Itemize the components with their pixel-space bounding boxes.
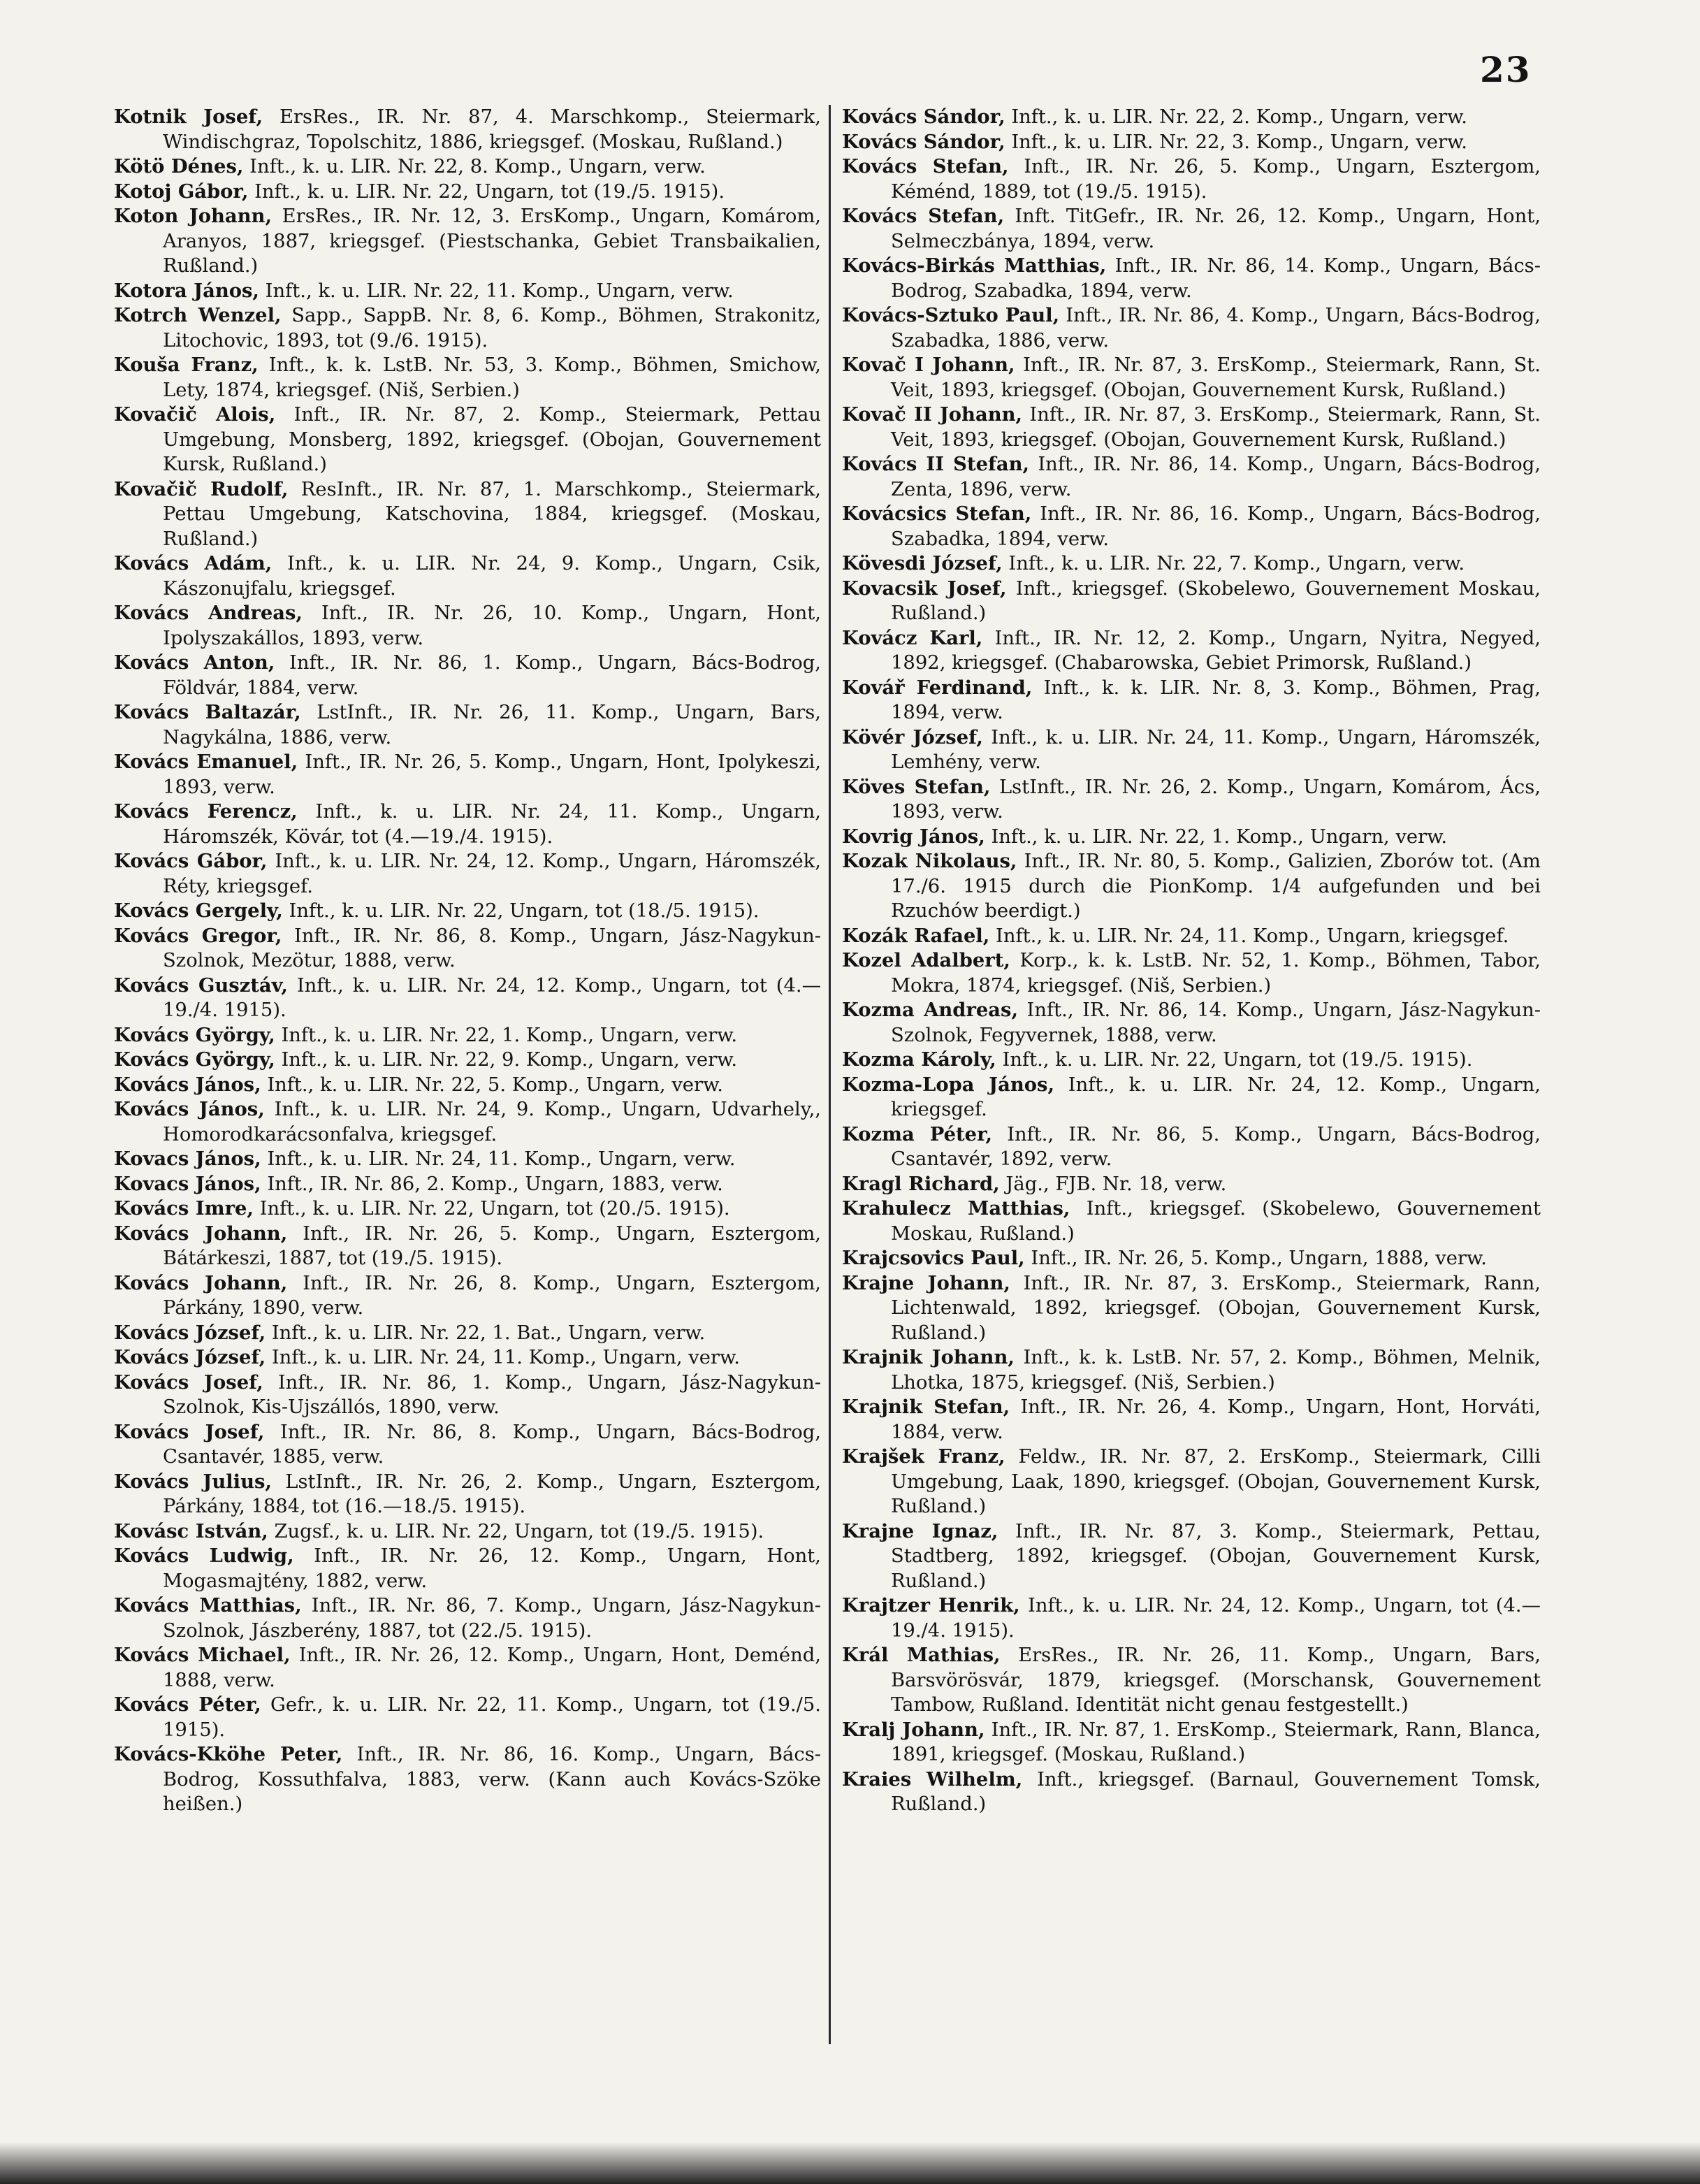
entry-details: LstInft., IR. Nr. 26, 2. Komp., Ungarn, Komárom, Ács, 1893, verw. xyxy=(891,776,1541,823)
entry-name: Kovács Gusztáv, xyxy=(114,974,288,997)
roster-entry xyxy=(842,1593,1541,1643)
roster-entry xyxy=(114,1693,821,1742)
page-number: 23 xyxy=(1480,49,1532,90)
entry-name: Kotrch Wenzel, xyxy=(114,304,282,326)
entry-name: Kovács Josef, xyxy=(114,1420,265,1443)
roster-entry xyxy=(114,1519,821,1545)
entry-name: Kovács Emanuel, xyxy=(114,751,298,773)
roster-entry xyxy=(842,303,1541,353)
roster-entry xyxy=(114,1593,821,1643)
roster-entry xyxy=(114,551,821,601)
entry-details: Inft., IR. Nr. 26, 5. Komp., Ungarn, Esztergom, Kéménd, 1889, tot (19./5. 1915). xyxy=(891,156,1541,203)
entry-details: Inft., IR. Nr. 87, 3. Komp., Steiermark, Pettau, Stadtberg, 1892, kriegsgef. (Obojan, Gouvernement Kursk, Rußland.) xyxy=(891,1520,1541,1592)
roster-entry xyxy=(842,154,1541,204)
entry-details: Inft., k. u. LIR. Nr. 22, 2. Komp., Ungarn, verw. xyxy=(1005,106,1467,128)
entry-name: Kovač II Johann, xyxy=(842,403,1023,426)
entry-name: Krajne Johann, xyxy=(842,1271,1010,1294)
roster-entry xyxy=(114,403,821,477)
roster-entry xyxy=(114,1073,821,1098)
roster-entry xyxy=(114,1147,821,1172)
entry-name: Kovács II Stefan, xyxy=(842,453,1030,475)
entry-name: Kovács Gábor, xyxy=(114,850,268,872)
entry-name: Kovacs János, xyxy=(114,1172,261,1195)
entry-name: Kovács Sándor, xyxy=(842,106,1005,128)
roster-entry xyxy=(114,1196,821,1222)
entry-name: Kozel Adalbert, xyxy=(842,949,1010,971)
entry-name: Koton Johann, xyxy=(114,205,273,227)
roster-entry xyxy=(114,1321,821,1346)
roster-entry xyxy=(114,974,821,1023)
entry-details: Inft., IR. Nr. 12, 2. Komp., Ungarn, Nyitra, Negyed, 1892, kriegsgef. (Chabarowska, Gebiet Primorsk, Rußland.) xyxy=(891,627,1541,674)
entry-name: Kovács Michael, xyxy=(114,1644,291,1666)
entry-name: Kovásc István, xyxy=(114,1519,268,1542)
entry-name: Kozma Károly, xyxy=(842,1048,996,1071)
entry-name: Kotoj Gábor, xyxy=(114,180,249,203)
entry-name: Kotnik Josef, xyxy=(114,106,263,128)
roster-entry xyxy=(114,1643,821,1693)
entry-name: Kozma Andreas, xyxy=(842,999,1019,1021)
entry-name: Kouša Franz, xyxy=(114,354,259,376)
roster-entry xyxy=(114,1172,821,1197)
entry-details: Inft., k. u. LIR. Nr. 22, 3. Komp., Ungarn, verw. xyxy=(1005,131,1467,153)
entry-name: Král Mathias, xyxy=(842,1644,1001,1666)
entry-details: Inft., IR. Nr. 86, 1. Komp., Ungarn, Bács-Bodrog, Földvár, 1884, verw. xyxy=(163,652,821,699)
entry-name: Kovácsics Stefan, xyxy=(842,502,1032,525)
entry-details: Inft., IR. Nr. 87, 2. Komp., Steiermark, Pettau Umgebung, Monsberg, 1892, kriegsgef. (Obojan, Gouvernement Kursk, Rußland.) xyxy=(163,404,821,475)
roster-entry xyxy=(842,676,1541,725)
entry-name: Kovács Andreas, xyxy=(114,602,303,624)
entry-details: Inft., k. u. LIR. Nr. 22, Ungarn, tot (18./5. 1915). xyxy=(282,900,760,922)
roster-entry xyxy=(114,204,821,279)
roster-entry xyxy=(114,154,821,180)
entry-details: Inft., IR. Nr. 87, 3. ErsKomp., Steiermark, Rann, St. Veit, 1893, kriegsgef. (Obojan, Gouvernement Kursk, Rußland.) xyxy=(891,404,1541,451)
roster-entry xyxy=(842,204,1541,254)
entry-details: ResInft., IR. Nr. 87, 1. Marschkomp., Steiermark, Pettau Umgebung, Katschovina, 1884, kriegsgef. (Moskau, Rußland.) xyxy=(163,478,821,550)
entry-details: Inft., IR. Nr. 86, 14. Komp., Ungarn, Bács-Bodrog, Szabadka, 1894, verw. xyxy=(891,255,1541,302)
roster-entry xyxy=(114,651,821,700)
entry-name: Kövesdi József, xyxy=(842,552,1003,574)
entry-details: Inft., k. u. LIR. Nr. 24, 9. Komp., Ungarn, Udvarhely,, Homorodkarácsonfalva, kriegsgef. xyxy=(163,1099,821,1145)
roster-entry xyxy=(842,1395,1541,1445)
entry-details: Inft., k. u. LIR. Nr. 22, 8. Komp., Ungarn, verw. xyxy=(243,156,706,178)
entry-details: LstInft., IR. Nr. 26, 2. Komp., Ungarn, Esztergom, Párkány, 1884, tot (16.—18./5. 1915). xyxy=(163,1470,821,1517)
entry-details: Inft., k. u. LIR. Nr. 22, 9. Komp., Ungarn, verw. xyxy=(275,1049,738,1071)
entry-name: Kozak Nikolaus, xyxy=(842,850,1017,872)
entry-details: Inft., IR. Nr. 86, 8. Komp., Ungarn, Bács-Bodrog, Csantavér, 1885, verw. xyxy=(163,1421,821,1468)
entry-name: Kötö Dénes, xyxy=(114,155,244,178)
roster-entry xyxy=(842,1271,1541,1346)
entry-name: Kovácz Karl, xyxy=(842,626,983,649)
entry-details: Inft., kriegsgef. (Barnaul, Gouvernement Tomsk, Rußland.) xyxy=(891,1768,1541,1815)
entry-name: Kovács György, xyxy=(114,1023,275,1046)
entry-name: Kragl Richard, xyxy=(842,1172,1000,1195)
entry-details: Inft., k. u. LIR. Nr. 24, 12. Komp., Ungarn, tot (4.—19./4. 1915). xyxy=(163,974,821,1021)
entry-name: Krajnik Johann, xyxy=(842,1346,1015,1368)
entry-details: Gefr., k. u. LIR. Nr. 22, 11. Komp., Ungarn, tot (19./5. 1915). xyxy=(163,1694,821,1741)
entry-details: Inft., IR. Nr. 26, 8. Komp., Ungarn, Esztergom, Párkány, 1890, verw. xyxy=(163,1272,822,1319)
entry-details: Inft., k. u. LIR. Nr. 22, Ungarn, tot (19./5. 1915). xyxy=(248,180,725,203)
entry-name: Kovács János, xyxy=(114,1098,265,1120)
entry-name: Krajnik Stefan, xyxy=(842,1396,1010,1418)
roster-entry xyxy=(842,353,1541,403)
entry-details: Inft., kriegsgef. (Skobelewo, Gouvernement Moskau, Rußland.) xyxy=(891,1198,1541,1245)
entry-name: Kovács Anton, xyxy=(114,651,275,674)
roster-entry xyxy=(842,626,1541,676)
entry-details: Jäg., FJB. Nr. 18, verw. xyxy=(999,1173,1227,1195)
entry-name: Kozma-Lopa János, xyxy=(842,1073,1055,1096)
right-column xyxy=(842,105,1541,1817)
roster-entry xyxy=(842,502,1541,551)
entry-details: Inft., IR. Nr. 86, 16. Komp., Ungarn, Bács-Bodrog, Szabadka, 1894, verw. xyxy=(891,503,1541,550)
entry-details: Inft., IR. Nr. 26, 5. Komp., Ungarn, 1888, verw. xyxy=(1024,1248,1487,1269)
roster-entry xyxy=(842,1246,1541,1271)
entry-name: Kovács Péter, xyxy=(114,1693,261,1716)
entry-name: Kovacsik Josef, xyxy=(842,577,1007,600)
entry-details: Korp., k. k. LstB. Nr. 52, 1. Komp., Böhmen, Tabor, Mokra, 1874, kriegsgef. (Niš, Serbien.) xyxy=(891,950,1541,997)
roster-entry xyxy=(114,1345,821,1371)
entry-name: Kovács Gergely, xyxy=(114,899,283,922)
entry-details: Feldw., IR. Nr. 87, 2. ErsKomp., Steiermark, Cilli Umgebung, Laak, 1890, kriegsgef. (Obojan, Gouvernement Kursk, Rußland.) xyxy=(891,1446,1541,1517)
entry-name: Kovács Johann, xyxy=(114,1271,288,1294)
roster-entry xyxy=(842,948,1541,998)
entry-details: Inft., IR. Nr. 86, 5. Komp., Ungarn, Bács-Bodrog, Csantavér, 1892, verw. xyxy=(891,1123,1541,1170)
entry-name: Kovács Ferencz, xyxy=(114,800,298,823)
entry-name: Kovács György, xyxy=(114,1048,275,1071)
entry-details: Inft., IR. Nr. 86, 8. Komp., Ungarn, Jász-Nagykun-Szolnok, Mezötur, 1888, verw. xyxy=(163,925,822,971)
entry-details: ErsRes., IR. Nr. 87, 4. Marschkomp., Steiermark, Windischgraz, Topolschitz, 1886, kriegsgef. (Moskau, Rußland.) xyxy=(163,106,821,153)
roster-entry xyxy=(114,1097,821,1147)
roster-entry xyxy=(842,775,1541,825)
entry-name: Kozák Rafael, xyxy=(842,924,990,947)
entry-name: Kovács Stefan, xyxy=(842,155,1009,178)
entry-name: Kovács Imre, xyxy=(114,1197,254,1220)
roster-entry xyxy=(114,1271,821,1321)
entry-details: Inft., k. k. LIR. Nr. 8, 3. Komp., Böhmen, Prag, 1894, verw. xyxy=(891,677,1541,723)
roster-entry xyxy=(842,1345,1541,1395)
entry-details: Inft., IR. Nr. 86, 1. Komp., Ungarn, Jász-Nagykun-Szolnok, Kis-Ujszállós, 1890, verw. xyxy=(163,1371,821,1418)
entry-name: Kotora János, xyxy=(114,279,259,302)
entry-details: Inft., k. u. LIR. Nr. 22, 5. Komp., Ungarn, verw. xyxy=(261,1073,723,1096)
entry-name: Kovačič Rudolf, xyxy=(114,477,289,500)
roster-entry xyxy=(114,1023,821,1048)
roster-entry xyxy=(842,1172,1541,1197)
entry-name: Kovács Gregor, xyxy=(114,924,282,947)
entry-details: Inft., IR. Nr. 86, 2. Komp., Ungarn, 1883, verw. xyxy=(261,1173,723,1195)
entry-details: Inft., IR. Nr. 86, 7. Komp., Ungarn, Jász-Nagykun-Szolnok, Jászberény, 1887, tot (22./5. 1915). xyxy=(163,1595,821,1642)
entry-details: Inft., IR. Nr. 86, 4. Komp., Ungarn, Bács-Bodrog, Szabadka, 1886, verw. xyxy=(891,305,1541,352)
entry-details: Inft., IR. Nr. 80, 5. Komp., Galizien, Zborów tot. (Am 17./6. 1915 durch die PionKomp. 1/4 aufgefunden und bei Rzuchów beerdigt.) xyxy=(891,851,1541,922)
roster-entry xyxy=(842,254,1541,303)
roster-entry xyxy=(114,849,821,899)
entry-details: Inft., k. k. LstB. Nr. 57, 2. Komp., Böhmen, Melnik, Lhotka, 1875, kriegsgef. (Niš, Serbien.) xyxy=(891,1347,1541,1394)
entry-details: Inft., k. u. LIR. Nr. 22, Ungarn, tot (19./5. 1915). xyxy=(996,1049,1473,1071)
roster-entry xyxy=(842,1718,1541,1767)
entry-details: Inft., IR. Nr. 86, 14. Komp., Ungarn, Jász-Nagykun-Szolnok, Fegyvernek, 1888, verw. xyxy=(891,999,1541,1046)
entry-name: Kovács József, xyxy=(114,1321,266,1344)
entry-name: Krajne Ignaz, xyxy=(842,1519,998,1542)
entry-details: Inft., k. u. LIR. Nr. 22, Ungarn, tot (20./5. 1915). xyxy=(253,1198,730,1220)
entry-details: Inft., k. u. LIR. Nr. 24, 11. Komp., Ungarn, Háromszék, Kövár, tot (4.—19./4. 1915). xyxy=(163,801,822,848)
entry-details: Inft., IR. Nr. 87, 3. ErsKomp., Steiermark, Rann, St. Veit, 1893, kriegsgef. (Obojan, Gouvernement Kursk, Rußland.) xyxy=(891,354,1541,401)
entry-name: Kovács Sándor, xyxy=(842,130,1005,153)
entry-name: Kovács-Birkás Matthias, xyxy=(842,254,1107,277)
entry-details: Inft., k. u. LIR. Nr. 24, 11. Komp., Ungarn, verw. xyxy=(261,1148,736,1170)
roster-entry xyxy=(842,1048,1541,1073)
entry-name: Kovács Johann, xyxy=(114,1222,288,1245)
roster-entry xyxy=(114,279,821,304)
entry-name: Kovács Adám, xyxy=(114,552,273,574)
entry-details: Inft., IR. Nr. 26, 4. Komp., Ungarn, Hont, Horváti, 1884, verw. xyxy=(891,1396,1541,1443)
roster-entry xyxy=(842,577,1541,626)
entry-name: Kovács Stefan, xyxy=(842,205,1005,227)
entry-name: Kovács Ludwig, xyxy=(114,1545,294,1567)
roster-entry xyxy=(842,924,1541,949)
roster-entry xyxy=(842,998,1541,1048)
roster-entry xyxy=(114,750,821,800)
entry-details: Inft., IR. Nr. 26, 5. Komp., Ungarn, Esztergom, Bátárkeszi, 1887, tot (19./5. 1915). xyxy=(163,1222,822,1269)
entry-name: Kovács Julius, xyxy=(114,1470,272,1493)
entry-details: Inft., k. u. LIR. Nr. 24, 11. Komp., Ungarn, Háromszék, Lemhény, verw. xyxy=(891,726,1541,773)
column-divider xyxy=(829,105,831,2044)
entry-name: Kovács József, xyxy=(114,1346,266,1368)
entry-details: Inft., k. u. LIR. Nr. 24, 12. Komp., Ungarn, tot (4.—19./4. 1915). xyxy=(891,1595,1541,1642)
entry-name: Kovács-Sztuko Paul, xyxy=(842,304,1060,326)
entry-name: Kovrig János, xyxy=(842,825,985,848)
left-column xyxy=(114,105,821,1817)
entry-name: Kraies Wilhelm, xyxy=(842,1767,1023,1791)
entry-details: ErsRes., IR. Nr. 26, 11. Komp., Ungarn, Bars, Barsvörösvár, 1879, kriegsgef. (Morschansk, Gouvernement Tambow, Rußland. Identität nicht genau festgestellt.) xyxy=(891,1644,1541,1716)
entry-name: Kovář Ferdinand, xyxy=(842,676,1033,699)
roster-entry xyxy=(114,700,821,750)
entry-details: Sapp., SappB. Nr. 8, 6. Komp., Böhmen, Strakonitz, Litochovic, 1893, tot (9./6. 1915). xyxy=(163,305,821,352)
roster-entry xyxy=(842,825,1541,850)
roster-entry xyxy=(114,105,821,154)
roster-entry xyxy=(842,130,1541,155)
roster-entry xyxy=(114,800,821,849)
entry-name: Krajtzer Henrik, xyxy=(842,1594,1020,1617)
roster-entry xyxy=(842,1445,1541,1519)
entry-details: Inft., k. u. LIR. Nr. 22, 7. Komp., Ungarn, verw. xyxy=(1002,553,1465,574)
entry-name: Kovács János, xyxy=(114,1073,261,1096)
entry-name: Kovács-Kköhe Peter, xyxy=(114,1743,343,1765)
entry-details: Zugsf., k. u. LIR. Nr. 22, Ungarn, tot (19./5. 1915). xyxy=(268,1520,764,1542)
entry-name: Kovács Matthias, xyxy=(114,1594,302,1617)
entry-details: Inft., IR. Nr. 87, 3. ErsKomp., Steiermark, Rann, Lichtenwald, 1892, kriegsgef. (Obojan, Gouvernement Kursk, Rußland.) xyxy=(891,1272,1541,1344)
entry-name: Kovács Baltazár, xyxy=(114,701,301,723)
entry-details: Inft., k. u. LIR. Nr. 24, 9. Komp., Ungarn, Csik, Kászonujfalu, kriegsgef. xyxy=(163,553,821,600)
roster-entry xyxy=(842,1519,1541,1594)
roster-entry xyxy=(842,105,1541,130)
roster-entry xyxy=(842,1122,1541,1172)
roster-entry xyxy=(114,1544,821,1593)
entry-details: ErsRes., IR. Nr. 12, 3. ErsKomp., Ungarn, Komárom, Aranyos, 1887, kriegsgef. (Piestschanka, Gebiet Transbaikalien, Rußland.) xyxy=(163,205,822,277)
entry-name: Kralj Johann, xyxy=(842,1718,985,1741)
entry-name: Kovač I Johann, xyxy=(842,354,1015,376)
entry-details: Inft., IR. Nr. 87, 1. ErsKomp., Steiermark, Rann, Blanca, 1891, kriegsgef. (Moskau, Rußland.) xyxy=(891,1719,1541,1765)
entry-name: Kovacs János, xyxy=(114,1148,261,1170)
entry-details: Inft., k. u. LIR. Nr. 24, 11. Komp., Ungarn, kriegsgef. xyxy=(989,925,1509,947)
roster-entry xyxy=(114,353,821,403)
roster-entry xyxy=(842,1073,1541,1122)
roster-entry xyxy=(842,551,1541,577)
roster-entry xyxy=(114,477,821,552)
entry-details: LstInft., IR. Nr. 26, 11. Komp., Ungarn, Bars, Nagykálna, 1886, verw. xyxy=(163,702,821,749)
entry-details: Inft., IR. Nr. 86, 16. Komp., Ungarn, Bács-Bodrog, Kossuthfalva, 1883, verw. (Kann auch Kovács-Szöke heißen.) xyxy=(163,1744,822,1815)
roster-entry xyxy=(114,924,821,974)
entry-name: Krajcsovics Paul, xyxy=(842,1247,1025,1269)
entry-details: Inft., IR. Nr. 26, 12. Komp., Ungarn, Hont, Deménd, 1888, verw. xyxy=(163,1644,821,1691)
roster-entry xyxy=(842,725,1541,775)
entry-details: Inft., k. u. LIR. Nr. 22, 1. Bat., Ungarn, verw. xyxy=(266,1322,706,1344)
roster-entry xyxy=(842,452,1541,502)
roster-entry xyxy=(114,1470,821,1519)
roster-entry xyxy=(842,1196,1541,1246)
entry-details: Inft., IR. Nr. 26, 10. Komp., Ungarn, Hont, Ipolyszakállos, 1893, verw. xyxy=(163,602,821,649)
entry-details: Inft., k. u. LIR. Nr. 24, 11. Komp., Ungarn, verw. xyxy=(266,1347,740,1368)
roster-entry xyxy=(114,899,821,924)
entry-name: Kovačič Alois, xyxy=(114,403,276,426)
roster-entry xyxy=(842,849,1541,924)
entry-details: Inft., IR. Nr. 26, 5. Komp., Ungarn, Hont, Ipolykeszi, 1893, verw. xyxy=(163,751,822,798)
roster-entry xyxy=(114,601,821,651)
entry-details: Inft., k. u. LIR. Nr. 22, 11. Komp., Ungarn, verw. xyxy=(259,280,734,302)
entry-details: Inft., k. u. LIR. Nr. 22, 1. Komp., Ungarn, verw. xyxy=(275,1024,738,1046)
entry-details: Inft., IR. Nr. 26, 12. Komp., Ungarn, Hont, Mogasmajtény, 1882, verw. xyxy=(163,1545,821,1592)
entry-details: Inft., k. u. LIR. Nr. 22, 1. Komp., Ungarn, verw. xyxy=(985,825,1448,848)
entry-name: Krahulecz Matthias, xyxy=(842,1197,1070,1220)
entry-details: Inft., kriegsgef. (Skobelewo, Gouvernement Moskau, Rußland.) xyxy=(891,577,1541,624)
roster-entry xyxy=(114,1420,821,1470)
entry-details: Inft., k. u. LIR. Nr. 24, 12. Komp., Ungarn, kriegsgef. xyxy=(891,1073,1541,1120)
roster-entry xyxy=(114,1222,821,1271)
entry-name: Krajšek Franz, xyxy=(842,1445,1005,1468)
scan-bottom-edge xyxy=(0,2142,1700,2184)
entry-details: Inft., k. u. LIR. Nr. 24, 12. Komp., Ungarn, Háromszék, Réty, kriegsgef. xyxy=(163,851,821,897)
entry-details: Inft., IR. Nr. 86, 14. Komp., Ungarn, Bács-Bodrog, Zenta, 1896, verw. xyxy=(891,454,1541,500)
roster-entry xyxy=(114,1048,821,1073)
roster-entry xyxy=(842,1643,1541,1718)
roster-entry xyxy=(114,1371,821,1420)
roster-entry xyxy=(114,180,821,205)
roster-entry xyxy=(114,1742,821,1817)
entry-name: Kövér József, xyxy=(842,725,983,749)
entry-name: Köves Stefan, xyxy=(842,775,991,798)
roster-entry xyxy=(842,403,1541,452)
entry-details: Inft., k. k. LstB. Nr. 53, 3. Komp., Böhmen, Smichow, Lety, 1874, kriegsgef. (Niš, Serbien.) xyxy=(163,354,821,401)
roster-entry xyxy=(114,303,821,353)
entry-name: Kovács Josef, xyxy=(114,1371,263,1394)
entry-details: Inft. TitGefr., IR. Nr. 26, 12. Komp., Ungarn, Hont, Selmeczbánya, 1894, verw. xyxy=(891,205,1541,252)
roster-entry xyxy=(842,1767,1541,1817)
entry-name: Kozma Péter, xyxy=(842,1122,993,1145)
